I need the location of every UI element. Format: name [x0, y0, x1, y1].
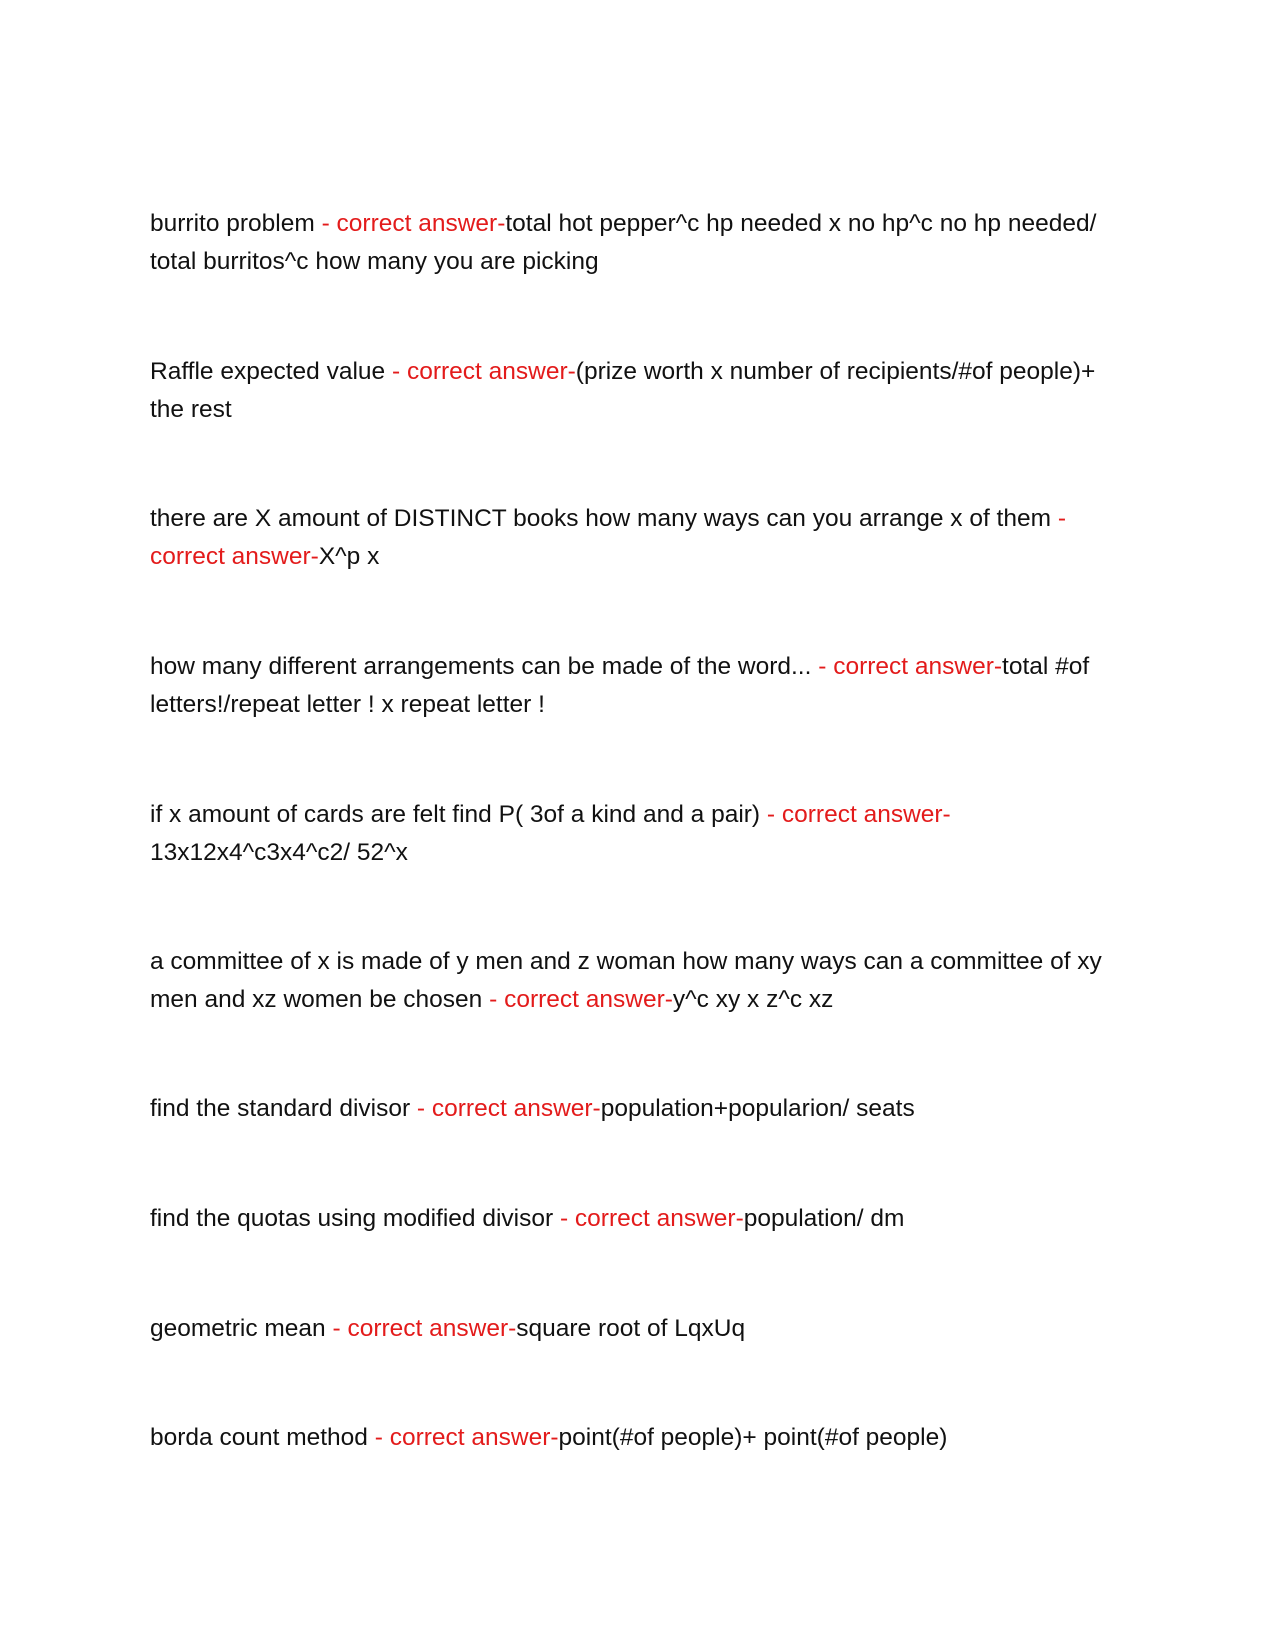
correct-answer-marker: - correct answer-: [385, 358, 576, 385]
question-text: geometric mean: [150, 1315, 326, 1342]
answer-text: y^c xy x z^c xz: [672, 986, 834, 1013]
flashcard-entry: [150, 1090, 1130, 1128]
question-text: borda count method: [150, 1424, 368, 1451]
answer-text: point(#of people)+ point(#of people): [558, 1424, 948, 1451]
answer-text: X^p x: [318, 543, 380, 570]
correct-answer-marker: - correct answer-: [150, 505, 1066, 570]
correct-answer-marker: - correct answer-: [314, 210, 506, 237]
flashcard-entry: [150, 500, 1130, 576]
correct-answer-marker: - correct answer-: [410, 1095, 601, 1122]
flashcard-entry: [150, 943, 1130, 1019]
answer-text: total #of letters!/repeat letter ! x repeat letter !: [150, 653, 1090, 718]
flashcard-entry: [150, 353, 1130, 429]
correct-answer-marker: - correct answer-: [811, 653, 1003, 680]
answer-text: (prize worth x number of recipients/#of people)+ the rest: [150, 358, 1096, 423]
question-text: if x amount of cards are felt find P( 3of a kind and a pair): [150, 801, 761, 828]
flashcard-entry: [150, 1419, 1130, 1457]
flashcard-entry: [150, 648, 1130, 724]
question-text: burrito problem: [150, 210, 315, 237]
correct-answer-marker: - correct answer-: [760, 801, 951, 828]
question-text: there are X amount of DISTINCT books how many ways can you arrange x of them: [150, 505, 1052, 532]
question-text: Raffle expected value: [150, 358, 386, 385]
question-text: find the quotas using modified divisor: [150, 1205, 554, 1232]
answer-text: total hot pepper^c hp needed x no hp^c no hp needed/ total burritos^c how many you are picking: [150, 210, 1097, 275]
answer-text: square root of LqxUq: [516, 1315, 746, 1342]
flashcard-entry: [150, 205, 1130, 281]
answer-text: 13x12x4^c3x4^c2/ 52^x: [150, 839, 408, 866]
answer-text: population/ dm: [743, 1205, 905, 1232]
correct-answer-marker: - correct answer-: [325, 1315, 517, 1342]
question-text: find the standard divisor: [150, 1095, 411, 1122]
correct-answer-marker: - correct answer-: [553, 1205, 744, 1232]
answer-text: population+popularion/ seats: [600, 1095, 915, 1122]
flashcard-entry: [150, 1310, 1130, 1348]
flashcard-entry: [150, 796, 1130, 872]
question-text: a committee of x is made of y men and z woman how many ways can a committee of xy men and xz women be chosen: [150, 948, 1102, 1013]
correct-answer-marker: - correct answer-: [482, 986, 673, 1013]
correct-answer-marker: - correct answer-: [367, 1424, 559, 1451]
flashcard-entry: [150, 1200, 1130, 1238]
question-text: how many different arrangements can be made of the word...: [150, 653, 812, 680]
